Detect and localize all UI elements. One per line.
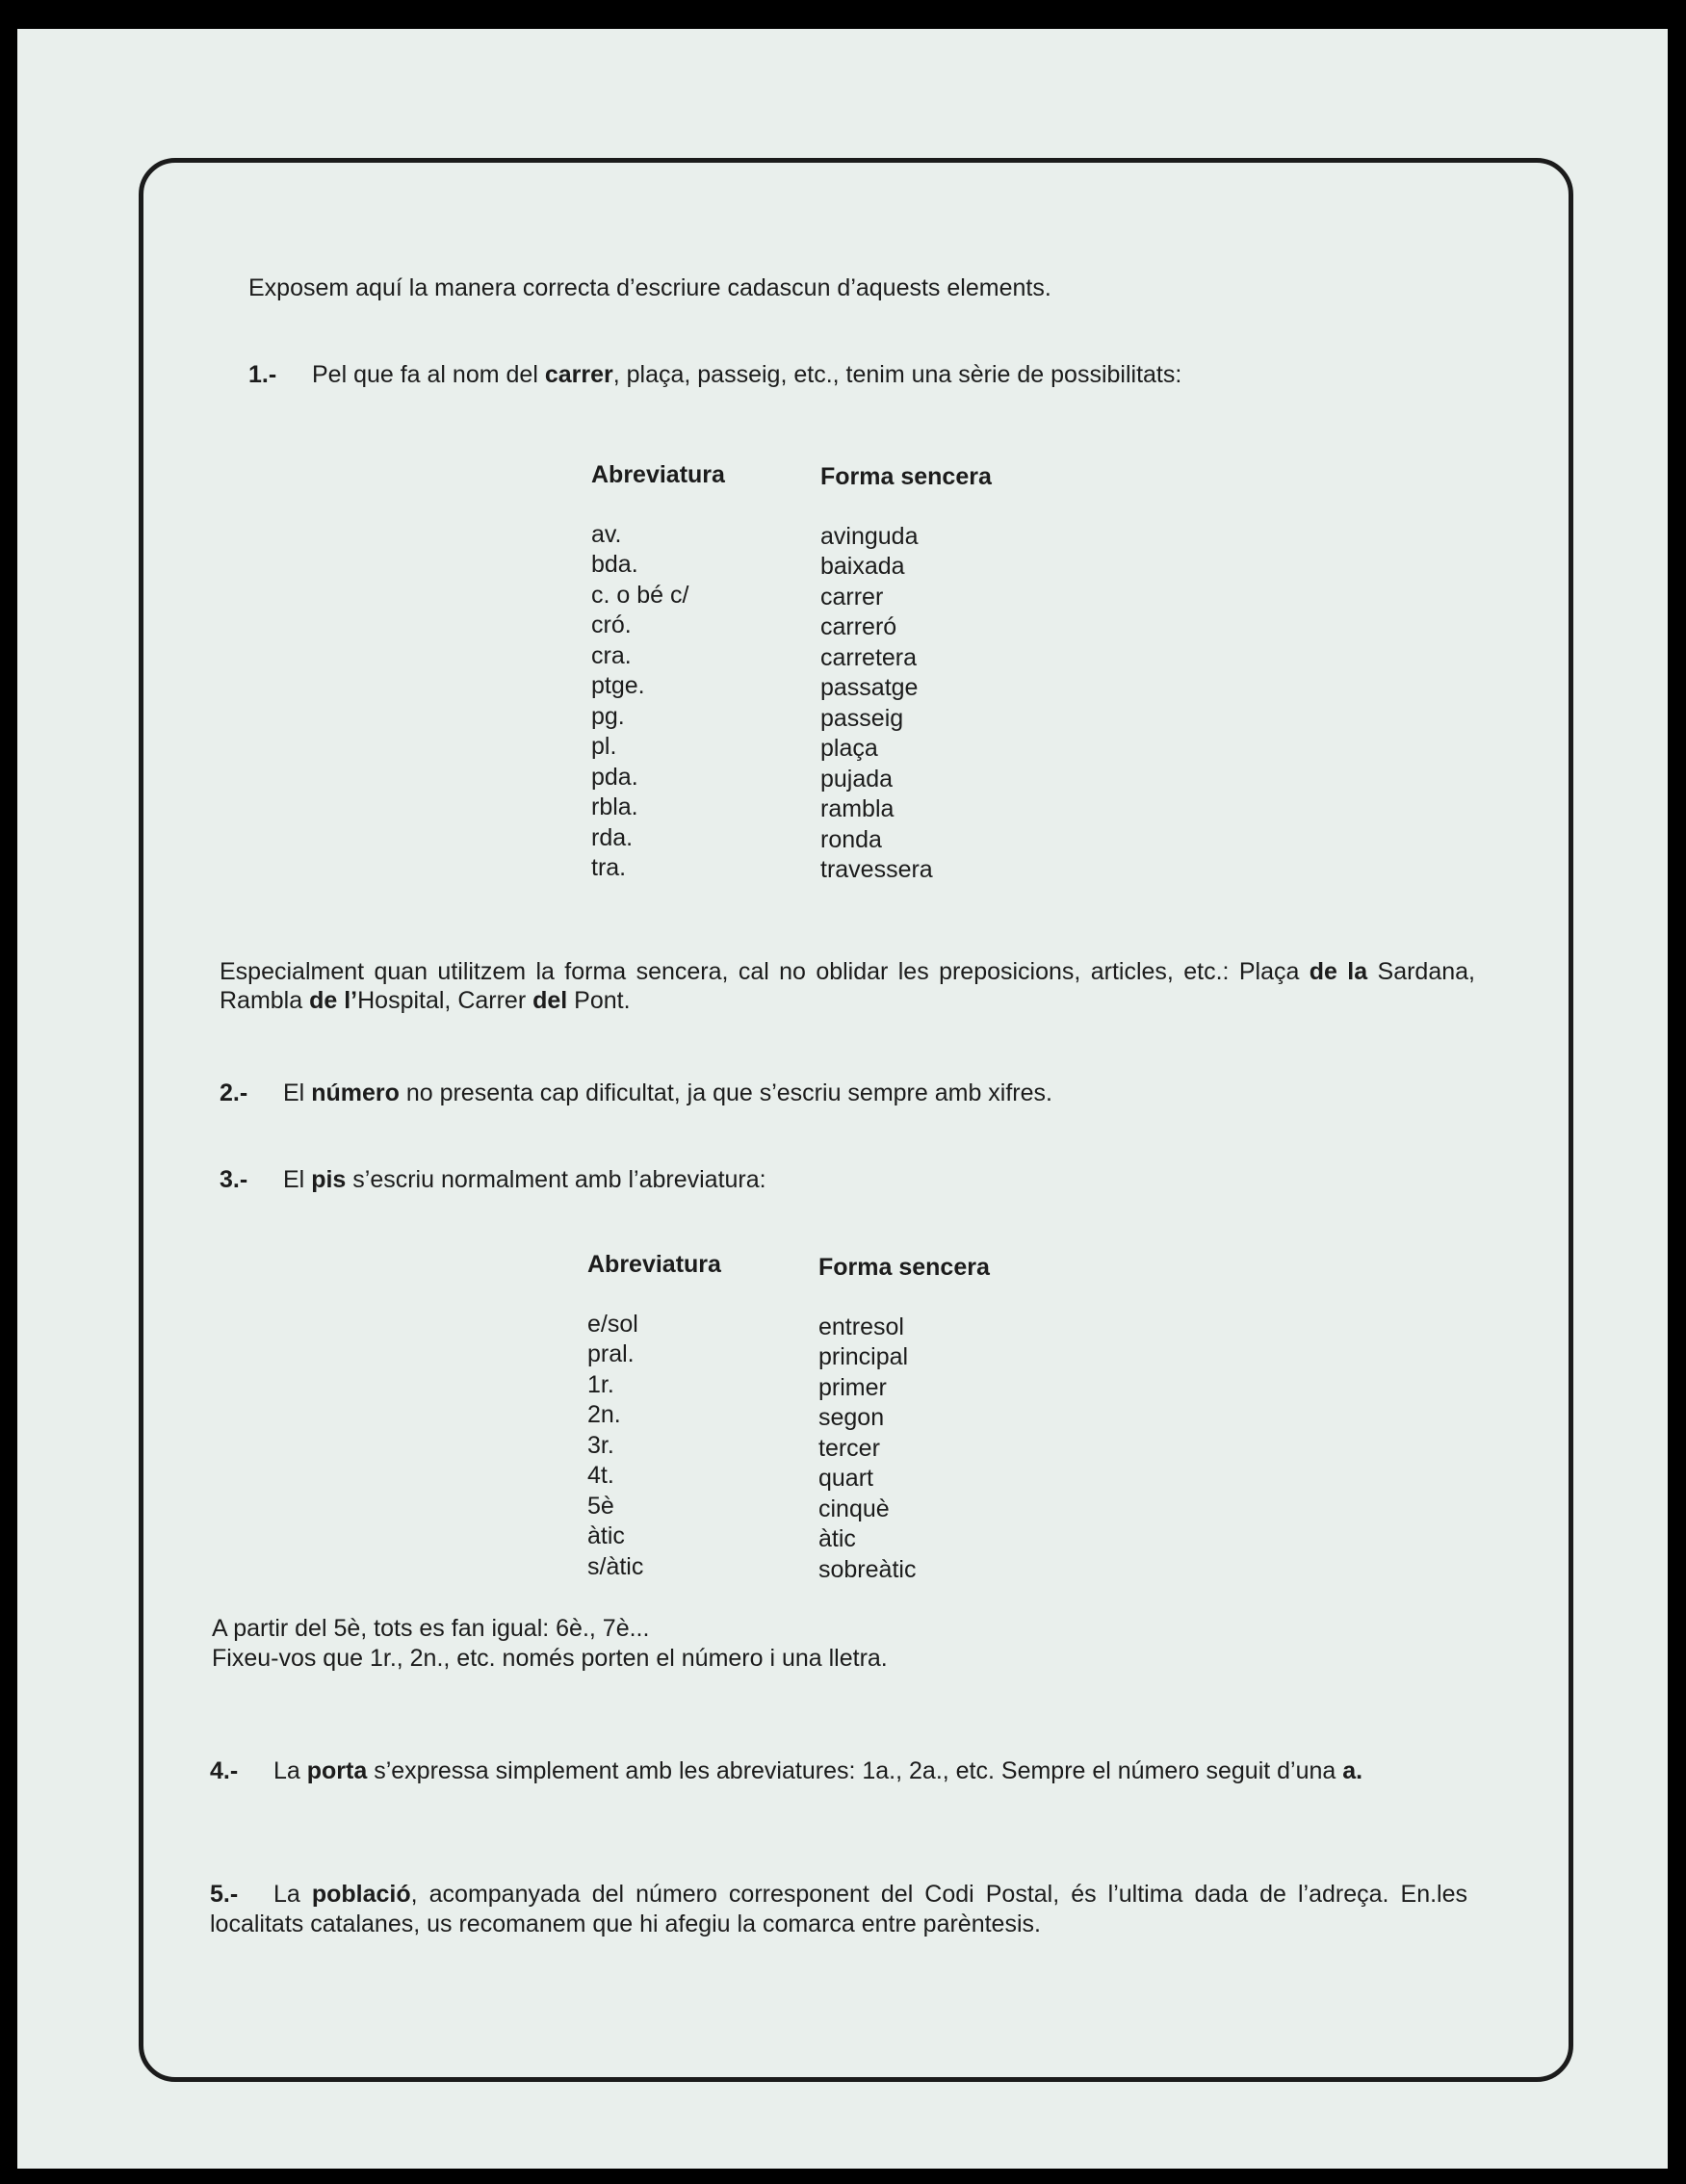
table-1-full: plaça bbox=[820, 735, 878, 762]
table-1-abbr: pl. bbox=[591, 733, 617, 760]
table-2-full: tercer bbox=[818, 1434, 880, 1462]
table-1-abbr: c. o bé c/ bbox=[591, 581, 689, 609]
item-5: 5.- La població, acompanyada del número corresponent del Codi Postal, és l’ultima dada de l’adreça. En.les localitats catalanes, us recomanem que hi afegiu la comarca entre parèntesis. bbox=[210, 1881, 1467, 1937]
table-1-abbr-header: Abreviatura bbox=[591, 461, 725, 488]
table-1-full: passatge bbox=[820, 674, 919, 701]
item-4-number: 4.- bbox=[210, 1757, 239, 1784]
table-2-abbr-column bbox=[587, 1250, 721, 1582]
intro-text: Exposem aquí la manera correcta d’escriure cadascun d’aquests elements. bbox=[248, 274, 1051, 301]
note-text: A partir del 5è, tots es fan igual: 6è., 7è... Fixeu-vos que 1r., 2n., etc. només porten el número i una lletra. bbox=[212, 1615, 888, 1672]
table-2-abbr: 5è bbox=[587, 1492, 614, 1520]
table-1-full: carreró bbox=[820, 613, 897, 640]
table-1-full: passeig bbox=[820, 704, 904, 732]
table-1-full: travessera bbox=[820, 856, 933, 883]
table-2-abbr: pral. bbox=[587, 1340, 635, 1367]
table-1-abbr: ptge. bbox=[591, 672, 645, 699]
table-1-abbr-column bbox=[591, 460, 725, 884]
table-2-full: primer bbox=[818, 1373, 887, 1401]
especial-text: Especialment quan utilitzem la forma sencera, cal no oblidar les preposicions, articles, etc.: Plaça de la Sardana, Rambla de l’Hospital, Carrer del Pont. bbox=[220, 958, 1475, 1014]
table-2-abbr: 4t. bbox=[587, 1462, 614, 1489]
table-1-full: carrer bbox=[820, 583, 884, 611]
table-1-full: ronda bbox=[820, 825, 882, 853]
table-2-full: entresol bbox=[818, 1313, 904, 1340]
content-frame bbox=[139, 158, 1573, 2082]
table-1-full-column bbox=[820, 462, 992, 886]
item-3: 3.- El pis s’escriu normalment amb l’abreviatura: bbox=[220, 1163, 1491, 1197]
table-1-abbr: cra. bbox=[591, 641, 632, 669]
item-1-number: 1.- bbox=[248, 361, 277, 388]
item-2: 2.- El número no presenta cap dificultat, ja que s’escriu sempre amb xifres. bbox=[220, 1077, 1491, 1110]
table-1-abbr: pg. bbox=[591, 702, 625, 730]
table-2-full: principal bbox=[818, 1343, 909, 1370]
item-4: 4.- La porta s’expressa simplement amb les abreviatures: 1a., 2a., etc. Sempre el número seguit d’una a. bbox=[210, 1757, 1363, 1784]
table-2-full-header: Forma sencera bbox=[818, 1254, 990, 1281]
table-2-abbr: àtic bbox=[587, 1522, 625, 1549]
item-3-number: 3.- bbox=[220, 1166, 248, 1193]
table-2-abbr-header: Abreviatura bbox=[587, 1251, 721, 1278]
table-2-abbr: 1r. bbox=[587, 1370, 614, 1398]
table-1-full: rambla bbox=[820, 795, 895, 822]
table-1-full: carretera bbox=[820, 643, 918, 671]
table-1-full-header: Forma sencera bbox=[820, 463, 992, 490]
table-1-abbr: bda. bbox=[591, 551, 638, 578]
table-1-full: baixada bbox=[820, 553, 905, 580]
table-1-abbr: pda. bbox=[591, 763, 638, 791]
table-1-abbr: rda. bbox=[591, 823, 634, 851]
item-2-number: 2.- bbox=[220, 1079, 248, 1106]
table-2-abbr: s/àtic bbox=[587, 1552, 644, 1580]
item-1: 1.- Pel que fa al nom del carrer, plaça, passeig, etc., tenim una sèrie de possibilitats: bbox=[248, 358, 1529, 392]
table-1-abbr: av. bbox=[591, 520, 622, 548]
table-1-abbr: tra. bbox=[591, 854, 627, 881]
table-2-full: quart bbox=[818, 1465, 873, 1492]
table-2-abbr: 3r. bbox=[587, 1431, 614, 1459]
table-2-abbr: e/sol bbox=[587, 1310, 638, 1338]
table-2-full: cinquè bbox=[818, 1495, 890, 1522]
table-1-full: avinguda bbox=[820, 522, 919, 550]
table-1-abbr: cró. bbox=[591, 611, 632, 638]
table-1-abbr: rbla. bbox=[591, 793, 638, 820]
table-2-full: segon bbox=[818, 1404, 885, 1431]
table-2-full: sobreàtic bbox=[818, 1555, 917, 1583]
table-1-full: pujada bbox=[820, 765, 894, 793]
table-2-full: àtic bbox=[818, 1525, 856, 1552]
item-5-number: 5.- bbox=[210, 1881, 239, 1908]
table-2-abbr: 2n. bbox=[587, 1401, 621, 1428]
table-2-full-column bbox=[818, 1253, 990, 1585]
